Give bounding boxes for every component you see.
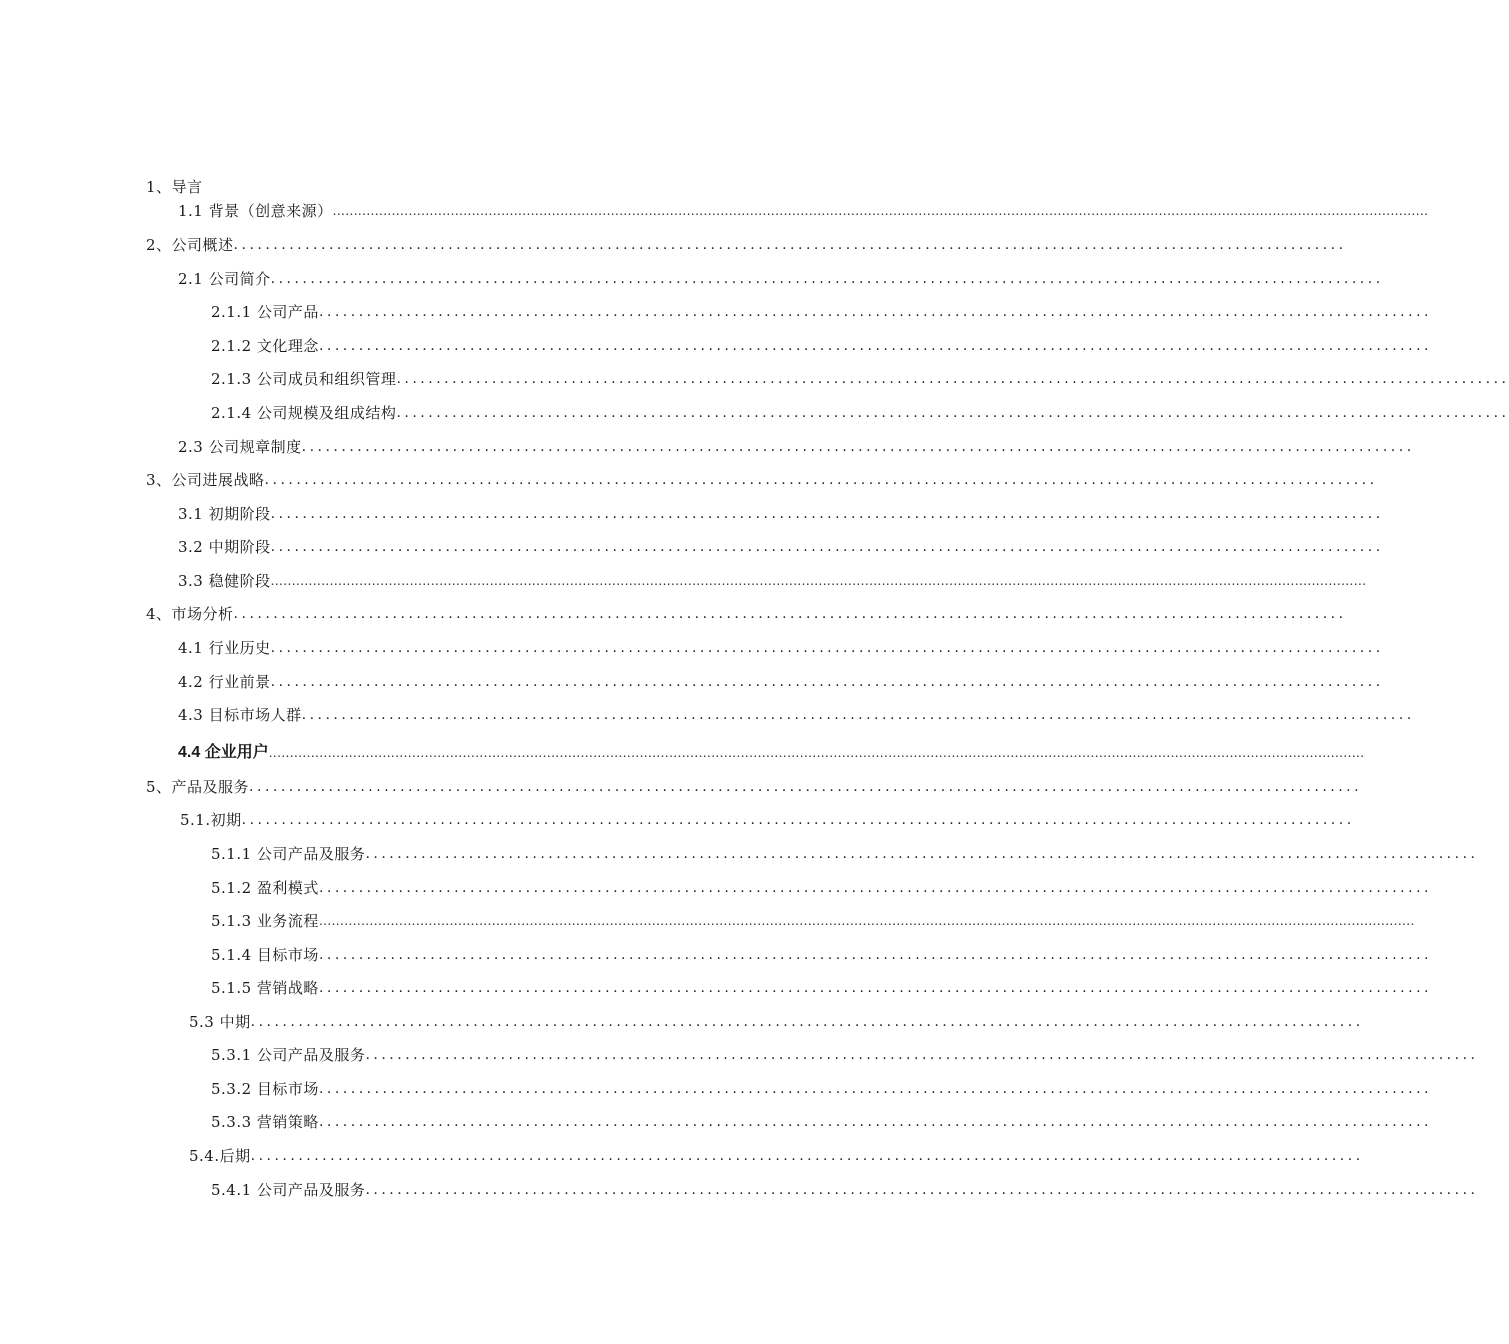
toc-entry[interactable] xyxy=(211,910,1415,932)
dot-leader: ............................................................................................................................................ xyxy=(250,1014,1364,1030)
dot-leader: ............................................................................................................................................ xyxy=(318,880,1432,896)
toc-entry-label: 5.1.初期 xyxy=(180,811,242,829)
toc-entry-label: 5.4.后期 xyxy=(189,1147,251,1165)
toc-entry[interactable] xyxy=(211,335,1432,357)
toc-entry-label: 5.4.1 公司产品及服务 xyxy=(211,1181,366,1199)
dot-leader: ............................................................................................................................................ xyxy=(270,271,1384,287)
toc-entry[interactable] xyxy=(178,268,1384,290)
dot-leader: ............................................................................................................................................ xyxy=(318,1114,1432,1130)
dot-leader: ............................................................................................................................................ xyxy=(318,304,1432,320)
toc-entry[interactable] xyxy=(211,843,1479,865)
toc-entry-label: 3.3 稳健阶段 xyxy=(178,572,271,590)
dot-leader: ............................................................................................................................................ xyxy=(318,947,1432,963)
toc-entry[interactable] xyxy=(146,776,1363,798)
toc-entry[interactable] xyxy=(211,402,1509,424)
toc-entry[interactable] xyxy=(189,1011,1364,1033)
toc-entry[interactable] xyxy=(146,234,1347,256)
toc-entry-label: 2、公司概述 xyxy=(146,236,234,254)
dot-leader: .................................................................................................................................................................................................................................................................... xyxy=(332,204,1429,218)
dot-leader: ............................................................................................................................................ xyxy=(396,371,1509,387)
dot-leader: ............................................................................................................................................ xyxy=(233,606,1347,622)
dot-leader: ............................................................................................................................................ xyxy=(270,640,1384,656)
dot-leader: ............................................................................................................................................ xyxy=(270,506,1384,522)
dot-leader: .................................................................................................................................................................................................................................................................... xyxy=(268,746,1365,760)
toc-entry[interactable] xyxy=(178,671,1384,693)
toc-entry-label: 1.1 背景（创意来源） xyxy=(178,202,333,220)
toc-entry[interactable] xyxy=(211,1044,1479,1066)
toc-entry[interactable] xyxy=(211,1111,1432,1133)
toc-entry[interactable] xyxy=(146,469,1378,491)
toc-entry-label: 4、市场分析 xyxy=(146,605,234,623)
toc-entry-label: 5、产品及服务 xyxy=(146,778,250,796)
toc-entry-label: 4.1 行业历史 xyxy=(178,639,271,657)
dot-leader: .................................................................................................................................................................................................................................................................... xyxy=(270,574,1367,588)
toc-entry-label: 5.1.4 目标市场 xyxy=(211,946,319,964)
toc-entry[interactable] xyxy=(178,740,1365,764)
dot-leader: ............................................................................................................................................ xyxy=(318,338,1432,354)
dot-leader: .................................................................................................................................................................................................................................................................... xyxy=(318,914,1415,928)
toc-entry[interactable] xyxy=(178,503,1384,525)
toc-entry-label: 2.1.2 文化理念 xyxy=(211,337,319,355)
dot-leader: ............................................................................................................................................ xyxy=(249,779,1363,795)
toc-entry-label: 5.1.5 营销战略 xyxy=(211,979,319,997)
dot-leader: ............................................................................................................................................ xyxy=(301,707,1415,723)
toc-entry[interactable] xyxy=(211,301,1432,323)
toc-entry-label: 5.3.2 目标市场 xyxy=(211,1080,319,1098)
dot-leader: ............................................................................................................................................ xyxy=(270,674,1384,690)
dot-leader: ............................................................................................................................................ xyxy=(318,1081,1432,1097)
dot-leader: ............................................................................................................................................ xyxy=(365,846,1479,862)
toc-entry[interactable] xyxy=(178,704,1415,726)
toc-entry[interactable] xyxy=(211,944,1432,966)
dot-leader: ............................................................................................................................................ xyxy=(365,1047,1479,1063)
toc-entry-label: 5.3.3 营销策略 xyxy=(211,1113,319,1131)
toc-entry-label: 3.1 初期阶段 xyxy=(178,505,271,523)
toc-entry-label: 4.3 目标市场人群 xyxy=(178,706,302,724)
dot-leader: ............................................................................................................................................ xyxy=(264,472,1378,488)
dot-leader: ............................................................................................................................................ xyxy=(250,1148,1364,1164)
toc-entry-label: 3、公司进展战略 xyxy=(146,471,265,489)
toc-entry-label: 2.1 公司简介 xyxy=(178,270,271,288)
toc-entry[interactable] xyxy=(178,200,1429,222)
toc-entry[interactable] xyxy=(146,603,1347,625)
toc-entry[interactable] xyxy=(211,1179,1479,1201)
toc-entry-label: 2.1.1 公司产品 xyxy=(211,303,319,321)
toc-entry[interactable] xyxy=(211,368,1509,390)
toc-entry-label: 5.3.1 公司产品及服务 xyxy=(211,1046,366,1064)
toc-entry-label: 5.1.3 业务流程 xyxy=(211,912,319,930)
toc-entry[interactable] xyxy=(178,637,1384,659)
toc-entry[interactable] xyxy=(189,1145,1364,1167)
toc-entry-label: 2.3 公司规章制度 xyxy=(178,438,302,456)
dot-leader: ............................................................................................................................................ xyxy=(396,405,1509,421)
toc-entry-label: 4.4 企业用户 xyxy=(178,744,269,761)
toc-entry[interactable] xyxy=(178,570,1367,592)
toc-entry-label: 4.2 行业前景 xyxy=(178,673,271,691)
toc-entry[interactable] xyxy=(180,809,1355,831)
toc-entry[interactable] xyxy=(211,877,1432,899)
dot-leader: ............................................................................................................................................ xyxy=(233,237,1347,253)
toc-entry[interactable] xyxy=(211,977,1432,999)
dot-leader: ............................................................................................................................................ xyxy=(301,439,1415,455)
toc-entry-label: 1、导言 xyxy=(146,178,203,196)
dot-leader: ............................................................................................................................................ xyxy=(365,1182,1479,1198)
toc-entry-label: 5.3 中期 xyxy=(189,1013,251,1031)
toc-entry-label: 2.1.3 公司成员和组织管理 xyxy=(211,370,397,388)
toc-entry-label: 3.2 中期阶段 xyxy=(178,538,271,556)
dot-leader: ............................................................................................................................................ xyxy=(270,539,1384,555)
toc-entry[interactable] xyxy=(146,176,806,198)
toc-entry-label: 5.1.1 公司产品及服务 xyxy=(211,845,366,863)
toc-entry[interactable] xyxy=(211,1078,1432,1100)
dot-leader: ............................................................................................................................................ xyxy=(318,980,1432,996)
dot-leader: ............................................................................................................................................ xyxy=(241,812,1355,828)
toc-entry[interactable] xyxy=(178,536,1384,558)
toc-entry-label: 2.1.4 公司规模及组成结构 xyxy=(211,404,397,422)
toc-entry-label: 5.1.2 盈利模式 xyxy=(211,879,319,897)
toc-entry[interactable] xyxy=(178,436,1415,458)
